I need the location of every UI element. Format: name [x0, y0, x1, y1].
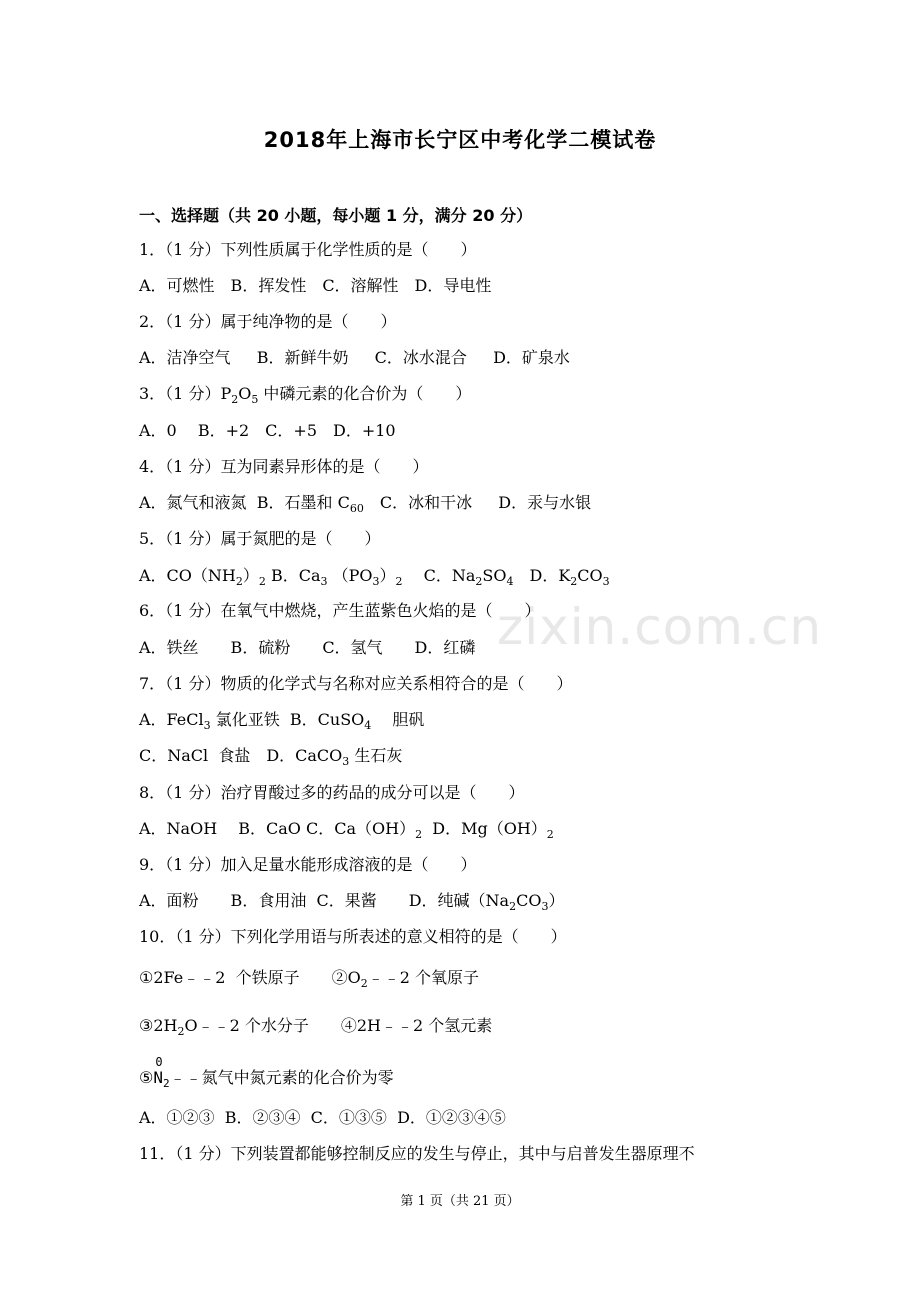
question-4: 4．（1 分）互为同素异形体的是（ ）	[139, 457, 429, 476]
section-heading: 一、选择题（共 20 小题，每小题 1 分，满分 20 分）	[139, 206, 533, 225]
question-10-options: A．①②③ B．②③④ C．①③⑤ D．①②③④⑤	[139, 1108, 506, 1127]
question-3-options: A．0 B．+2 C．+5 D．+10	[139, 421, 396, 440]
question-1: 1．（1 分）下列性质属于化学性质的是（ ）	[139, 240, 477, 259]
watermark: zixin.com.cn	[497, 598, 823, 656]
question-10: 10．（1 分）下列化学用语与所表述的意义相符的是（ ）	[139, 927, 567, 946]
question-10-items-1-2: ①2Fe﹣﹣2 个铁原子 $②O_2﹣﹣2$ 个氧原子	[139, 968, 479, 990]
page-footer: 第 1 页（共 21 页）	[400, 1194, 520, 1209]
question-2: 2．（1 分）属于纯净物的是（ ）	[139, 312, 397, 331]
question-4-options: A．氮气和液氮 B．石墨和 $C_{60}$ C．冰和干冰 D．汞与水银	[139, 493, 592, 515]
question-8: 8．（1 分）治疗胃酸过多的药品的成分可以是（ ）	[139, 783, 525, 802]
question-5: 5．（1 分）属于氮肥的是（ ）	[139, 529, 381, 548]
question-8-options: A．NaOH B．CaO C．$Ca(OH)_2$ D．$Mg(OH)_2$	[139, 819, 554, 841]
nitrogen-valence-formula: 0 $N_2$	[153, 1055, 170, 1090]
question-11: 11．（1 分）下列装置都能够控制反应的发生与停止，其中与启普发生器原理不	[139, 1144, 695, 1163]
question-7-options-cd: C．NaCl 食盐 D．CaCO$_3$ 生石灰	[139, 746, 403, 768]
question-6-options: A．铁丝 B．硫粉 C．氢气 D．红磷	[139, 638, 476, 657]
question-5-options: A．$CO(NH_2)_2$ B．$Ca_3$ $(PO_3)_2$ C．$Na_2SO_4$ D．$K_2CO_3$	[139, 566, 610, 588]
question-9-options: A．面粉 B．食用油 C．果酱 D．纯碱$(Na_2CO_3)$	[139, 891, 565, 913]
page-title: 2018年上海市长宁区中考化学二模试卷	[263, 128, 657, 152]
question-9: 9．（1 分）加入足量水能形成溶液的是（ ）	[139, 855, 477, 874]
question-2-options: A．洁净空气 B．新鲜牛奶 C．冰水混合 D．矿泉水	[139, 348, 570, 367]
question-7-options-ab: A．FeCl$_3$ 氯化亚铁 B．CuSO$_4$ 胆矾	[139, 710, 425, 732]
question-10-items-3-4: $③2H_2O﹣﹣2$ 个水分子 ④2H﹣﹣2 个氢元素	[139, 1016, 493, 1038]
question-7: 7．（1 分）物质的化学式与名称对应关系相符合的是（ ）	[139, 674, 573, 693]
question-10-item-5: ⑤ 0 $N_2﹣﹣$氮气中氮元素的化合价为零	[139, 1064, 394, 1094]
question-1-options: A．可燃性 B．挥发性 C．溶解性 D．导电性	[139, 276, 492, 295]
question-3: 3．（1 分）$P_2O_5$ 中磷元素的化合价为（ ）	[139, 384, 472, 406]
question-6: 6．（1 分）在氧气中燃烧，产生蓝紫色火焰的是（ ）	[139, 601, 541, 620]
